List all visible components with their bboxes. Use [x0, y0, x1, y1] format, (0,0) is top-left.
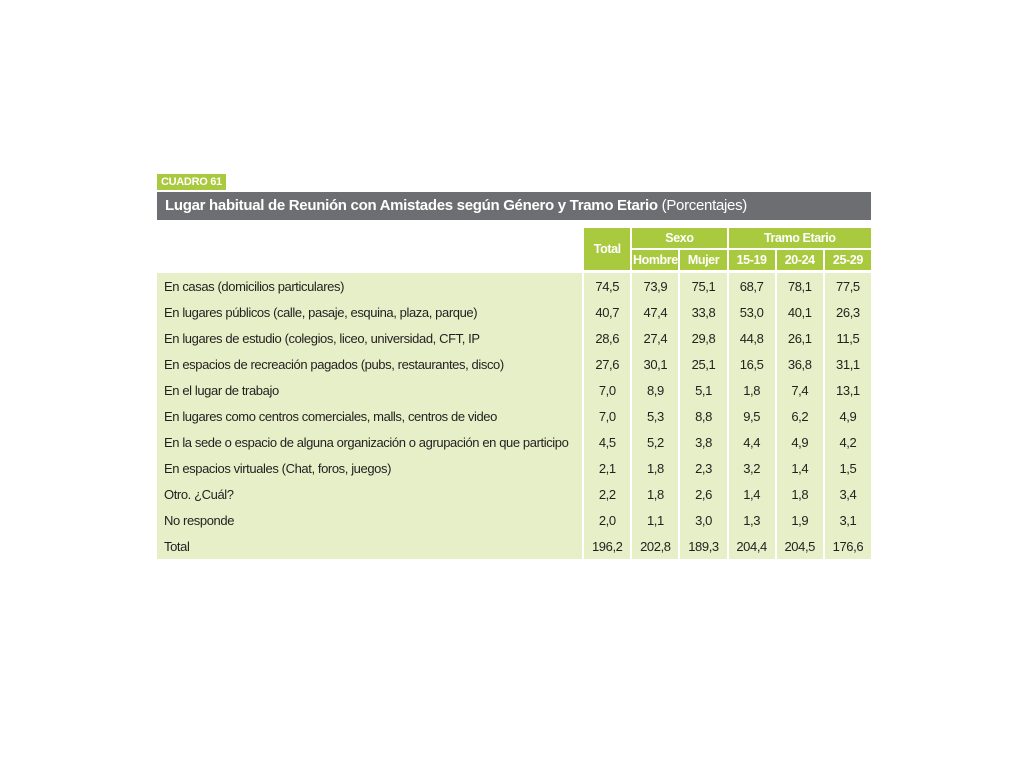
row-label: En casas (domicilios particulares) [157, 270, 582, 299]
row-label: En lugares públicos (calle, pasaje, esquina, plaza, parque) [157, 299, 582, 325]
cell-mujer: 2,6 [680, 481, 726, 507]
table-title-suffix: (Porcentajes) [661, 197, 747, 214]
cell-age-25-29: 4,9 [825, 403, 871, 429]
cell-age-20-24: 36,8 [777, 351, 823, 377]
cell-age-25-29: 77,5 [825, 270, 871, 299]
cell-mujer: 33,8 [680, 299, 726, 325]
cell-total: 27,6 [584, 351, 630, 377]
header-age-20-24: 20-24 [777, 248, 823, 270]
cell-age-25-29: 13,1 [825, 377, 871, 403]
cell-age-20-24: 1,4 [777, 455, 823, 481]
cell-mujer: 189,3 [680, 533, 726, 559]
table-title: Lugar habitual de Reunión con Amistades según Género y Tramo Etario [165, 197, 658, 214]
row-label: En el lugar de trabajo [157, 377, 582, 403]
table-figure [157, 172, 871, 559]
table-row [157, 507, 871, 533]
cell-age-15-19: 1,3 [729, 507, 775, 533]
cell-hombre: 30,1 [632, 351, 678, 377]
header-blank [157, 228, 582, 270]
cell-age-15-19: 204,4 [729, 533, 775, 559]
cell-age-15-19: 4,4 [729, 429, 775, 455]
cell-mujer: 3,0 [680, 507, 726, 533]
row-label: Otro. ¿Cuál? [157, 481, 582, 507]
table-row [157, 481, 871, 507]
cell-total: 2,2 [584, 481, 630, 507]
table-row [157, 377, 871, 403]
header-mujer: Mujer [680, 248, 726, 270]
cell-age-25-29: 4,2 [825, 429, 871, 455]
cell-age-25-29: 26,3 [825, 299, 871, 325]
cell-total: 4,5 [584, 429, 630, 455]
cell-total: 28,6 [584, 325, 630, 351]
cell-age-15-19: 53,0 [729, 299, 775, 325]
cell-total: 196,2 [584, 533, 630, 559]
table-title-bar [157, 192, 871, 220]
cell-age-20-24: 4,9 [777, 429, 823, 455]
cell-mujer: 29,8 [680, 325, 726, 351]
cell-total: 2,1 [584, 455, 630, 481]
cell-hombre: 47,4 [632, 299, 678, 325]
row-label: En lugares de estudio (colegios, liceo, universidad, CFT, IP [157, 325, 582, 351]
cell-total: 40,7 [584, 299, 630, 325]
cell-total: 7,0 [584, 377, 630, 403]
cell-age-20-24: 6,2 [777, 403, 823, 429]
cell-age-15-19: 16,5 [729, 351, 775, 377]
cell-mujer: 8,8 [680, 403, 726, 429]
cell-age-15-19: 1,8 [729, 377, 775, 403]
row-label: No responde [157, 507, 582, 533]
cell-hombre: 8,9 [632, 377, 678, 403]
cell-age-15-19: 68,7 [729, 270, 775, 299]
table-row [157, 455, 871, 481]
header-hombre: Hombre [632, 248, 678, 270]
header-age-25-29: 25-29 [825, 248, 871, 270]
cell-age-20-24: 26,1 [777, 325, 823, 351]
row-label: En espacios de recreación pagados (pubs, restaurantes, disco) [157, 351, 582, 377]
cell-mujer: 2,3 [680, 455, 726, 481]
cell-age-25-29: 11,5 [825, 325, 871, 351]
header-tramo-etario: Tramo Etario [729, 228, 871, 248]
cell-age-25-29: 1,5 [825, 455, 871, 481]
cell-age-20-24: 40,1 [777, 299, 823, 325]
row-label: Total [157, 533, 582, 559]
row-label: En espacios virtuales (Chat, foros, juegos) [157, 455, 582, 481]
cell-age-25-29: 3,1 [825, 507, 871, 533]
row-label: En lugares como centros comerciales, malls, centros de video [157, 403, 582, 429]
cell-mujer: 75,1 [680, 270, 726, 299]
cell-mujer: 3,8 [680, 429, 726, 455]
header-sexo: Sexo [632, 228, 726, 248]
cell-hombre: 5,2 [632, 429, 678, 455]
cell-hombre: 73,9 [632, 270, 678, 299]
cell-age-20-24: 7,4 [777, 377, 823, 403]
header-total: Total [584, 228, 630, 270]
data-table [155, 228, 873, 559]
cell-hombre: 1,1 [632, 507, 678, 533]
cuadro-badge: CUADRO 61 [157, 174, 226, 190]
table-row [157, 403, 871, 429]
cell-mujer: 5,1 [680, 377, 726, 403]
cell-hombre: 5,3 [632, 403, 678, 429]
header-age-15-19: 15-19 [729, 248, 775, 270]
cell-age-15-19: 9,5 [729, 403, 775, 429]
cell-age-20-24: 1,8 [777, 481, 823, 507]
cell-age-20-24: 204,5 [777, 533, 823, 559]
cell-hombre: 1,8 [632, 481, 678, 507]
cell-age-15-19: 3,2 [729, 455, 775, 481]
cell-age-20-24: 78,1 [777, 270, 823, 299]
row-label: En la sede o espacio de alguna organización o agrupación en que participo [157, 429, 582, 455]
cell-total: 2,0 [584, 507, 630, 533]
cell-hombre: 1,8 [632, 455, 678, 481]
cell-age-25-29: 31,1 [825, 351, 871, 377]
cell-age-25-29: 176,6 [825, 533, 871, 559]
table-row [157, 270, 871, 299]
table-row [157, 325, 871, 351]
cell-age-20-24: 1,9 [777, 507, 823, 533]
cell-hombre: 202,8 [632, 533, 678, 559]
cell-hombre: 27,4 [632, 325, 678, 351]
table-row [157, 299, 871, 325]
cell-age-25-29: 3,4 [825, 481, 871, 507]
cell-age-15-19: 44,8 [729, 325, 775, 351]
table-row [157, 351, 871, 377]
cell-age-15-19: 1,4 [729, 481, 775, 507]
cell-total: 74,5 [584, 270, 630, 299]
cell-total: 7,0 [584, 403, 630, 429]
table-row [157, 429, 871, 455]
table-row-total [157, 533, 871, 559]
cell-mujer: 25,1 [680, 351, 726, 377]
